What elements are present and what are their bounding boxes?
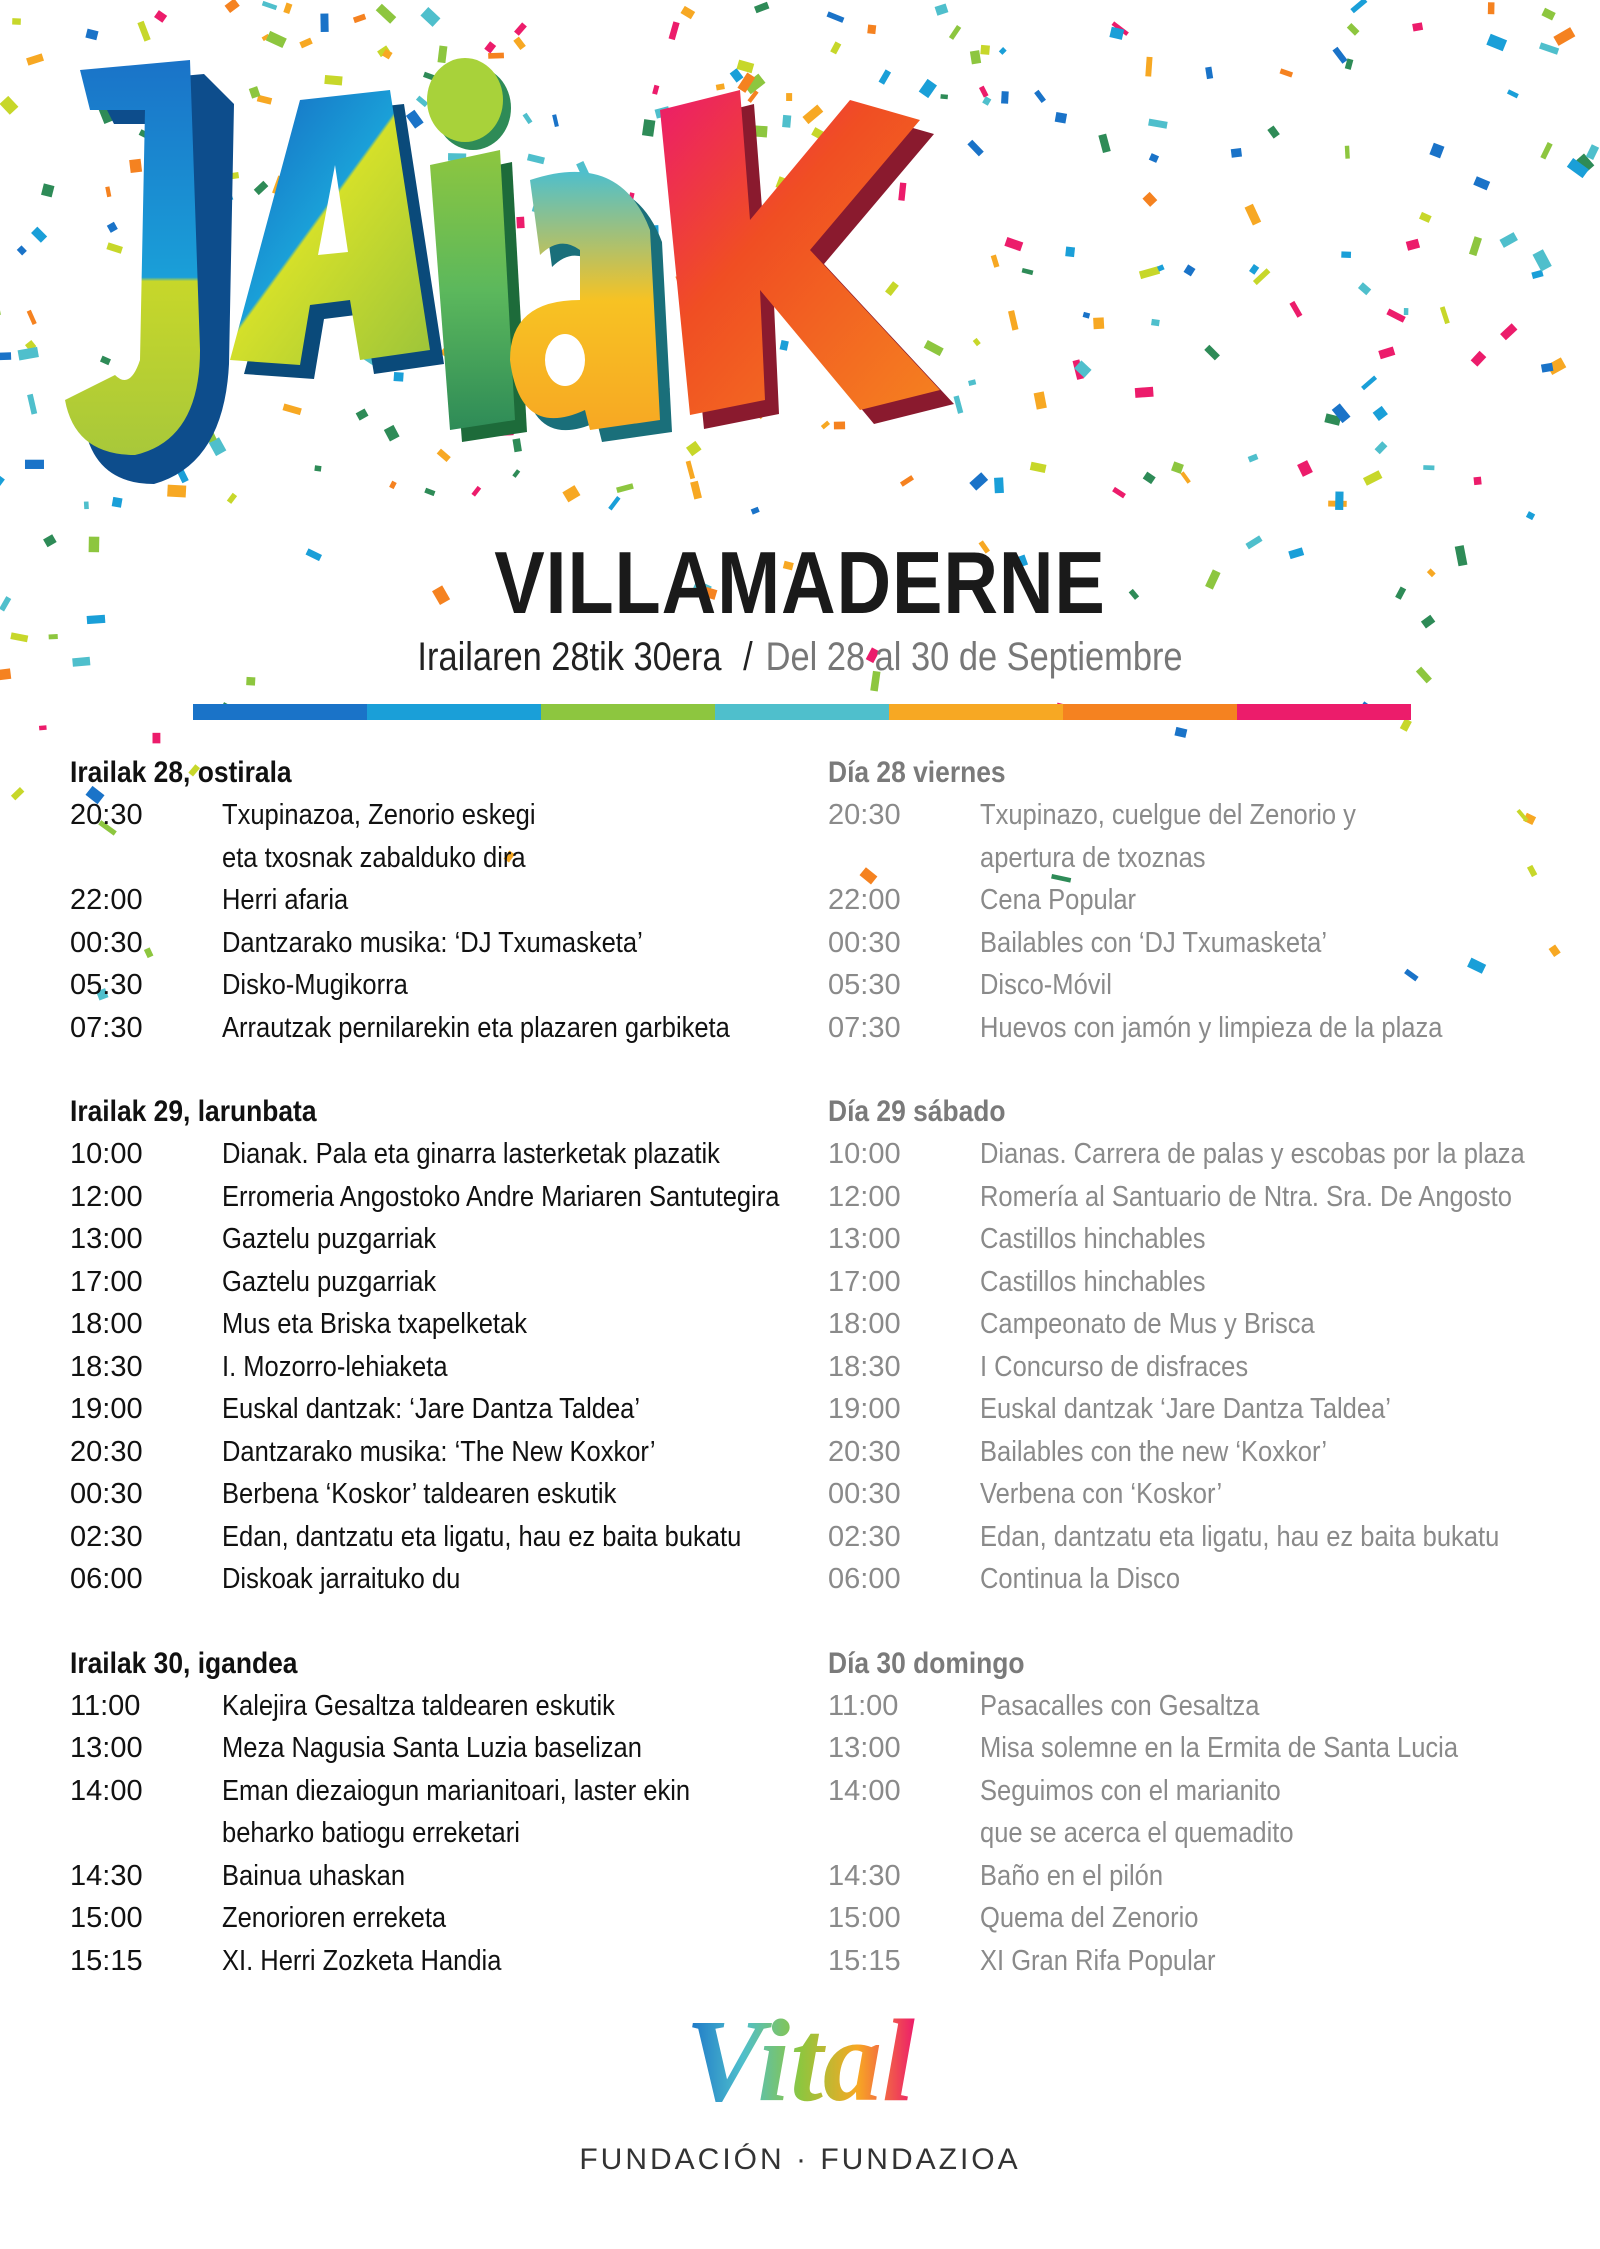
event-description: Dantzarako musika: ‘The New Koxkor’ [222, 1435, 656, 1468]
date-subtitle-es: Del 28 al 30 de Septiembre [765, 635, 1183, 679]
event-description: Cena Popular [980, 884, 1137, 916]
schedule-row [70, 1940, 830, 1983]
event-time [828, 837, 980, 880]
event-description: Diskoak jarraituko du [222, 1563, 461, 1595]
event-description: Quema del Zenorio [980, 1902, 1199, 1934]
event-time: 11:00 [828, 1689, 899, 1722]
event-time: 06:00 [828, 1563, 901, 1595]
date-subtitle-eu: Irailaren 28tik 30era [417, 635, 722, 679]
event-description: beharko batiogu erreketari [222, 1817, 520, 1849]
event-time: 22:00 [828, 884, 901, 916]
event-time: 18:30 [70, 1350, 143, 1383]
schedule-row [828, 1940, 1588, 1983]
schedule-row [70, 1685, 830, 1728]
schedule-row [828, 1855, 1588, 1898]
event-time: 13:00 [70, 1732, 143, 1764]
event-time: 14:00 [70, 1774, 143, 1807]
color-bar-segment [889, 704, 1063, 720]
event-time: 17:00 [70, 1265, 143, 1298]
event-time: 15:15 [828, 1944, 901, 1977]
schedule-row [828, 879, 1588, 922]
event-time: 00:30 [828, 926, 901, 959]
day-heading: Irailak 29, larunbata [70, 1095, 317, 1128]
event-time: 05:30 [828, 969, 901, 1001]
schedule-row [70, 1303, 830, 1346]
schedule-row [828, 1685, 1588, 1728]
schedule-row [828, 1897, 1588, 1940]
event-time: 15:00 [828, 1902, 901, 1934]
event-time: 13:00 [828, 1223, 901, 1255]
event-time: 10:00 [828, 1138, 901, 1170]
schedule-row [70, 1346, 830, 1389]
hero-letter-k [660, 90, 954, 429]
event-time: 19:00 [70, 1393, 143, 1425]
schedule-spanish-column [828, 752, 1588, 2024]
schedule-row [828, 794, 1588, 837]
hero-letter-j [65, 60, 234, 484]
schedule-day [828, 1643, 1588, 1983]
event-time: 14:00 [828, 1774, 901, 1807]
event-description: Verbena con ‘Koskor’ [980, 1478, 1223, 1510]
event-time [828, 1812, 980, 1855]
schedule-row [70, 1897, 830, 1940]
schedule-row [828, 1473, 1588, 1516]
event-time: 12:00 [828, 1180, 901, 1213]
color-bar-segment [367, 704, 541, 720]
event-description: Euskal dantzak ‘Jare Dantza Taldea’ [980, 1393, 1391, 1425]
schedule-row [70, 1855, 830, 1898]
event-time: 15:15 [70, 1944, 143, 1977]
event-description: Pasacalles con Gesaltza [980, 1689, 1260, 1722]
event-description: Edan, dantzatu eta ligatu, hau ez baita bukatu [222, 1520, 742, 1553]
schedule-row [828, 1516, 1588, 1559]
jaiak-logo-image [60, 30, 960, 530]
schedule-row [70, 1388, 830, 1431]
schedule-row [70, 794, 830, 837]
event-time: 17:00 [828, 1265, 901, 1298]
schedule-row [828, 964, 1588, 1007]
event-description: Seguimos con el marianito [980, 1774, 1281, 1807]
event-time: 05:30 [70, 969, 143, 1001]
vital-logo-text: Vital [685, 1995, 915, 2126]
event-description: Castillos hinchables [980, 1265, 1206, 1298]
event-description: Euskal dantzak: ‘Jare Dantza Taldea’ [222, 1393, 641, 1425]
event-time: 18:00 [70, 1308, 143, 1340]
event-description: Huevos con jamón y limpieza de la plaza [980, 1011, 1443, 1044]
event-description: Meza Nagusia Santa Luzia baselizan [222, 1732, 642, 1764]
schedule-row [828, 1261, 1588, 1304]
schedule-row [70, 1431, 830, 1474]
day-heading: Día 28 viernes [828, 756, 1006, 789]
event-time: 02:30 [828, 1520, 901, 1553]
schedule-row [828, 1558, 1588, 1601]
event-description: Berbena ‘Koskor’ taldearen eskutik [222, 1478, 617, 1510]
schedule-day [70, 752, 830, 1049]
event-description: Disco-Móvil [980, 969, 1112, 1001]
event-description: Eman diezaiogun marianitoari, laster ekin [222, 1774, 691, 1807]
schedule-row [70, 837, 830, 880]
schedule-row [70, 1218, 830, 1261]
day-heading: Irailak 30, igandea [70, 1646, 298, 1680]
event-description: Gaztelu puzgarriak [222, 1265, 437, 1298]
schedule-row [70, 1727, 830, 1770]
schedule-row [70, 1812, 830, 1855]
color-bar-segment [193, 704, 367, 720]
event-time: 20:30 [828, 1435, 901, 1468]
schedule-row [828, 1727, 1588, 1770]
color-bar-segment [1063, 704, 1237, 720]
event-time: 06:00 [70, 1563, 143, 1595]
event-time: 22:00 [70, 884, 143, 916]
event-description: Herri afaria [222, 884, 349, 916]
event-time: 00:30 [828, 1478, 901, 1510]
schedule-row [70, 1770, 830, 1813]
event-description: Erromeria Angostoko Andre Mariaren Santutegira [222, 1180, 780, 1213]
day-heading: Día 30 domingo [828, 1646, 1025, 1680]
schedule-day [70, 1091, 830, 1601]
schedule-row [70, 1007, 830, 1050]
color-bar-segment [715, 704, 889, 720]
day-heading: Día 29 sábado [828, 1095, 1006, 1128]
event-time: 18:00 [828, 1308, 901, 1340]
schedule-row [70, 1176, 830, 1219]
hero-letter-a [230, 90, 444, 379]
hero-letter-i [427, 58, 527, 442]
event-time [70, 837, 222, 880]
event-time: 12:00 [70, 1180, 143, 1213]
event-description: apertura de txoznas [980, 841, 1206, 874]
date-separator: / [743, 635, 753, 679]
event-description: Continua la Disco [980, 1563, 1181, 1595]
event-description: Baño en el pilón [980, 1859, 1164, 1892]
schedule-row [828, 1812, 1588, 1855]
schedule-row [70, 1261, 830, 1304]
event-description: Campeonato de Mus y Brisca [980, 1308, 1315, 1340]
event-description: Bailables con the new ‘Koxkor’ [980, 1435, 1328, 1468]
event-description: Txupinazoa, Zenorio eskegi [222, 799, 536, 831]
event-time: 13:00 [70, 1223, 143, 1255]
schedule-row [828, 1303, 1588, 1346]
hero-letter-a2 [510, 172, 672, 442]
color-bar-segment [541, 704, 715, 720]
event-description: Misa solemne en la Ermita de Santa Lucia [980, 1732, 1459, 1764]
date-subtitle [112, 635, 1488, 680]
event-description: Romería al Santuario de Ntra. Sra. De Angosto [980, 1180, 1512, 1213]
event-time: 13:00 [828, 1732, 901, 1764]
event-time: 07:30 [828, 1011, 901, 1044]
color-divider-bar [193, 704, 1411, 720]
vital-logo [640, 1985, 960, 2135]
color-bar-segment [1237, 704, 1411, 720]
vital-logo-subtitle: FUNDACIÓN · FUNDAZIOA [579, 2143, 1021, 2176]
event-time: 02:30 [70, 1520, 143, 1553]
event-description: eta txosnak zabalduko dira [222, 841, 526, 874]
event-time: 11:00 [70, 1689, 141, 1722]
page-title: VILLAMADERNE [494, 533, 1106, 632]
event-description: Castillos hinchables [980, 1223, 1206, 1255]
event-description: Disko-Mugikorra [222, 969, 408, 1001]
event-description: Dianas. Carrera de palas y escobas por la plaza [980, 1138, 1525, 1170]
event-description: I Concurso de disfraces [980, 1350, 1249, 1383]
schedule-row [828, 837, 1588, 880]
schedule-row [70, 922, 830, 965]
schedule-row [828, 1007, 1588, 1050]
event-description: Bainua uhaskan [222, 1859, 406, 1892]
schedule-day [70, 1643, 830, 1983]
schedule-day [828, 1091, 1588, 1601]
event-time: 00:30 [70, 1478, 143, 1510]
event-time: 10:00 [70, 1138, 143, 1170]
event-time [70, 1812, 222, 1855]
schedule-row [828, 1770, 1588, 1813]
event-time: 15:00 [70, 1902, 143, 1934]
event-description: Dantzarako musika: ‘DJ Txumasketa’ [222, 926, 643, 959]
event-time: 20:30 [70, 1435, 143, 1468]
schedule-row [70, 1558, 830, 1601]
event-description: Gaztelu puzgarriak [222, 1223, 437, 1255]
event-description: XI. Herri Zozketa Handia [222, 1944, 502, 1977]
schedule-row [828, 1133, 1588, 1176]
schedule-row [70, 964, 830, 1007]
schedule-basque-column [70, 752, 830, 2024]
schedule-row [828, 1218, 1588, 1261]
event-time: 18:30 [828, 1350, 901, 1383]
event-time: 14:30 [828, 1859, 901, 1892]
event-time: 19:00 [828, 1393, 901, 1425]
event-description: I. Mozorro-lehiaketa [222, 1350, 448, 1383]
schedule-row [828, 1431, 1588, 1474]
event-description: Txupinazo, cuelgue del Zenorio y [980, 799, 1356, 831]
event-description: Mus eta Briska txapelketak [222, 1308, 527, 1340]
event-description: que se acerca el quemadito [980, 1817, 1294, 1849]
event-time: 14:30 [70, 1859, 143, 1892]
schedule-row [828, 1388, 1588, 1431]
event-time: 07:30 [70, 1011, 143, 1044]
event-description: XI Gran Rifa Popular [980, 1944, 1216, 1977]
event-description: Kalejira Gesaltza taldearen eskutik [222, 1689, 615, 1722]
schedule-row [70, 1133, 830, 1176]
schedule-row [70, 879, 830, 922]
event-description: Edan, dantzatu eta ligatu, hau ez baita bukatu [980, 1520, 1500, 1553]
day-heading: Irailak 28, ostirala [70, 756, 292, 789]
event-time: 00:30 [70, 926, 143, 959]
event-description: Bailables con ‘DJ Txumasketa’ [980, 926, 1328, 959]
schedule-row [828, 922, 1588, 965]
event-time: 20:30 [70, 799, 143, 831]
schedule-row [828, 1176, 1588, 1219]
event-description: Dianak. Pala eta ginarra lasterketak plazatik [222, 1138, 720, 1170]
schedule-row [70, 1473, 830, 1516]
schedule-row [70, 1516, 830, 1559]
schedule-row [828, 1346, 1588, 1389]
event-description: Arrautzak pernilarekin eta plazaren garbiketa [222, 1011, 730, 1044]
schedule-day [828, 752, 1588, 1049]
event-time: 20:30 [828, 799, 901, 831]
event-description: Zenorioren erreketa [222, 1902, 447, 1934]
